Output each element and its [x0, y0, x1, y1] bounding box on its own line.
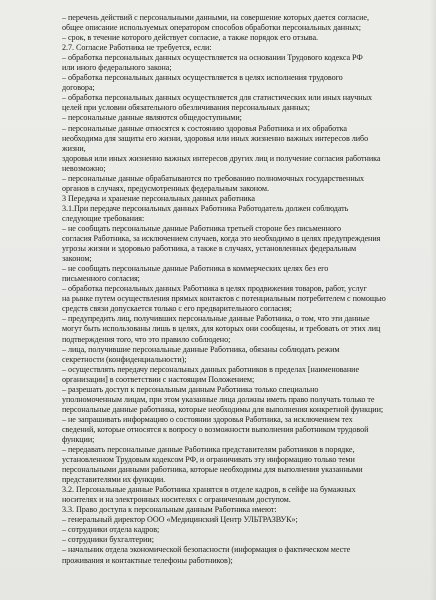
document-line: уполномоченным лицам, при этом указанные лица должны иметь право получать только те — [62, 394, 375, 404]
document-line: общее описание используемых оператором способов обработки персональных данных; — [62, 23, 362, 33]
document-line: 3.1.При передаче персональных данных Работника Работодатель должен соблюдать — [62, 203, 349, 213]
document-line: – передавать персональные данные Работника представителям работников в порядке, — [62, 445, 355, 455]
document-line: – осуществлять передачу персональных данных работников в пределах [наименование — [62, 364, 360, 374]
document-line: законом; — [62, 254, 92, 264]
document-line: договора; — [62, 83, 95, 93]
document-line: здоровья или иных жизненно важных интересов других лиц и получение согласия работника — [62, 153, 381, 163]
document-line: организации] в соответствии с настоящим Положением; — [62, 374, 255, 384]
document-line: органов в случаях, предусмотренных федеральным законом. — [62, 183, 269, 193]
page-edge-shadow — [430, 0, 436, 600]
document-line: – лица, получившие персональные данные Работника, обязаны соблюдать режим — [62, 344, 340, 354]
document-line: представителями их функции. — [62, 475, 166, 485]
document-line: персональные данные работника, которые необходимы для выполнения конкретной функции; — [62, 404, 384, 414]
document-line: функции; — [62, 434, 95, 444]
document-line: могут быть использованы лишь в целях, для которых они сообщены, и требовать от этих лиц — [62, 324, 381, 334]
document-line: средств связи допускается только с его предварительного согласия; — [62, 304, 292, 314]
document-line: – обработка персональных данных осуществляется на основании Трудового кодекса РФ — [62, 53, 363, 63]
document-line: 3 Передача и хранение персональных данных работника — [62, 193, 255, 203]
document-line: сведений, которые относятся к вопросу о возможности выполнения работником трудовой — [62, 424, 369, 434]
document-line: – разрешать доступ к персональным данным Работника только специально — [62, 384, 319, 394]
document-line: – срок, в течение которого действует согласие, а также порядок его отзыва. — [62, 33, 318, 43]
document-line: – генеральный директор ООО «Медицинский Центр УЛЬТРАЗВУК»; — [62, 515, 298, 525]
document-line: или иного федерального закона; — [62, 63, 172, 73]
document-line: – сотрудники бухгалтерии; — [62, 535, 154, 545]
document-line: целей при условии обязательного обезличивания персональных данных; — [62, 103, 310, 113]
document-line: – начальник отдела экономической безопасности (информация о фактическом месте — [62, 545, 351, 555]
document-line: 3.3. Право доступа к персональным данным Работника имеют: — [62, 505, 277, 515]
document-line: секретности (конфиденциальности); — [62, 354, 187, 364]
document-line: – персональные данные относятся к состоянию здоровья Работника и их обработка — [62, 123, 347, 133]
document-text-block — [62, 13, 422, 566]
document-line: – обработка персональных данных осуществляется в целях исполнения трудового — [62, 73, 343, 83]
document-line: – сотрудники отдела кадров; — [62, 525, 160, 535]
document-line: необходима для защиты его жизни, здоровья или иных жизненно важных интересов либо — [62, 133, 369, 143]
document-line: – обработка персональных данных Работника в целях продвижения товаров, работ, услуг — [62, 284, 367, 294]
document-line: носителях и на электронных носителях с ограниченным доступом. — [62, 495, 291, 505]
document-line: – персональные данные обрабатываются по требованию полномочных государственных — [62, 173, 365, 183]
document-line: персональными данными работника, которые необходимы для выполнения указанными — [62, 465, 363, 475]
document-line: жизни, — [62, 143, 86, 153]
document-line: согласия Работника, за исключением случаев, когда это необходимо в целях предупреждения — [62, 234, 381, 244]
document-line: следующие требования: — [62, 213, 145, 223]
document-line: – перечень действий с персональными данными, на совершение которых дается согласие, — [62, 13, 369, 22]
document-line: на рынке путем осуществления прямых контактов с потенциальным потребителем с помощью — [62, 294, 386, 304]
document-line: угрозы жизни и здоровью работника, а также в случаях, установленных федеральным — [62, 244, 357, 254]
document-line: проживания и контактные телефоны работников); — [62, 555, 233, 565]
document-line: – персональные данные являются общедоступными; — [62, 113, 242, 123]
document-line: невозможно; — [62, 163, 106, 173]
document-line: – не сообщать персональные данные Работника третьей стороне без письменного — [62, 223, 341, 233]
document-line: письменного согласия; — [62, 274, 140, 284]
document-line: 2.7. Согласие Работника не требуется, если: — [62, 43, 212, 53]
document-line: 3.2. Персональные данные Работника хранятся в отделе кадров, в сейфе на бумажных — [62, 485, 356, 495]
document-line: – обработка персональных данных осуществляется для статистических или иных научных — [62, 93, 373, 103]
document-line: – предупредить лиц, получивших персональные данные Работника, о том, что эти данные — [62, 314, 370, 324]
document-line: установленном Трудовым кодексом РФ, и ограничивать эту информацию только теми — [62, 455, 355, 465]
document-line: – не сообщать персональные данные Работника в коммерческих целях без его — [62, 264, 329, 274]
document-line: подтверждения того, что это правило соблюдено; — [62, 334, 231, 344]
document-line: – не запрашивать информацию о состоянии здоровья Работника, за исключением тех — [62, 414, 353, 424]
